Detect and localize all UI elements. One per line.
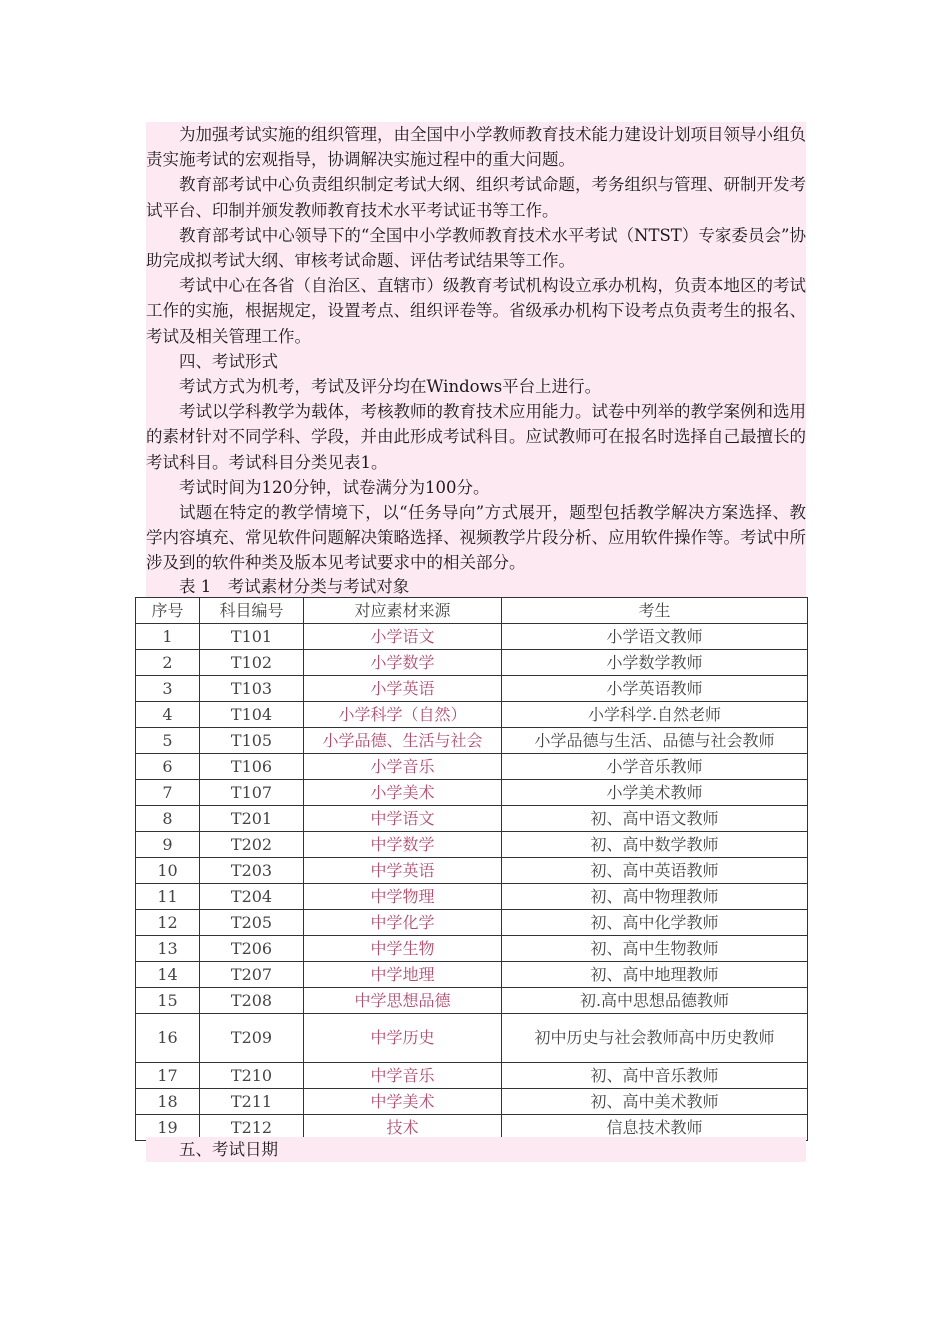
- cell-candidate: 小学美术教师: [502, 780, 808, 806]
- cell-index: 8: [136, 806, 200, 832]
- paragraph-expert-committee: 教育部考试中心领导下的“全国中小学教师教育技术水平考试（NTST）专家委员会”协助完成拟考试大纲、审核考试命题、评估考试结果等工作。: [146, 225, 806, 271]
- cell-index: 13: [136, 936, 200, 962]
- cell-source: 中学美术: [304, 1089, 502, 1115]
- cell-source: 小学音乐: [304, 754, 502, 780]
- table-row: [136, 676, 808, 702]
- paragraph-question-types: 试题在特定的教学情境下，以“任务导向”方式展开，题型包括教学解决方案选择、教学内容填充、常见软件问题解决策略选择、视频教学片段分析、应用软件操作等。考试中所涉及到的软件种类及版本见考试要求中的相关部分。: [146, 503, 806, 573]
- cell-code: T208: [200, 988, 304, 1014]
- cell-code: T203: [200, 858, 304, 884]
- cell-candidate: 初、高中物理教师: [502, 884, 808, 910]
- table-row: [136, 858, 808, 884]
- cell-index: 9: [136, 832, 200, 858]
- paragraph-exam-method: 考试方式为机考，考试及评分均在Windows平台上进行。: [179, 377, 602, 397]
- cell-source: 中学地理: [304, 962, 502, 988]
- cell-candidate: 小学科学.自然老师: [502, 702, 808, 728]
- cell-source: 小学科学（自然）: [304, 702, 502, 728]
- cell-index: 16: [136, 1014, 200, 1063]
- table-row: [136, 650, 808, 676]
- table-row: [136, 780, 808, 806]
- cell-candidate: 初、高中数学教师: [502, 832, 808, 858]
- cell-candidate: 小学语文教师: [502, 624, 808, 650]
- paragraph-organization: 为加强考试实施的组织管理，由全国中小学教师教育技术能力建设计划项目领导小组负责实施考试的宏观指导，协调解决实施过程中的重大问题。: [146, 125, 806, 170]
- header-material-source: 对应素材来源: [304, 598, 502, 624]
- table-row: [136, 910, 808, 936]
- table-row: [136, 832, 808, 858]
- cell-candidate: 初、高中音乐教师: [502, 1063, 808, 1089]
- cell-code: T202: [200, 832, 304, 858]
- cell-source: 中学语文: [304, 806, 502, 832]
- cell-code: T104: [200, 702, 304, 728]
- cell-candidate: 小学英语教师: [502, 676, 808, 702]
- table-row: [136, 806, 808, 832]
- cell-index: 17: [136, 1063, 200, 1089]
- header-candidates: 考生: [502, 598, 808, 624]
- cell-index: 1: [136, 624, 200, 650]
- table-row: [136, 884, 808, 910]
- cell-code: T205: [200, 910, 304, 936]
- cell-candidate: 初.高中思想品德教师: [502, 988, 808, 1014]
- cell-code: T211: [200, 1089, 304, 1115]
- cell-code: T107: [200, 780, 304, 806]
- cell-code: T102: [200, 650, 304, 676]
- table-row: [136, 624, 808, 650]
- paragraph-exam-center: 教育部考试中心负责组织制定考试大纲、组织考试命题，考务组织与管理、研制开发考试平台、印制并颁发教师教育技术水平考试证书等工作。: [146, 175, 806, 220]
- cell-candidate: 初、高中地理教师: [502, 962, 808, 988]
- cell-index: 15: [136, 988, 200, 1014]
- table-row: [136, 754, 808, 780]
- cell-code: T210: [200, 1063, 304, 1089]
- paragraph-provincial: 考试中心在各省（自治区、直辖市）级教育考试机构设立承办机构，负责本地区的考试工作的实施，根据规定，设置考点、组织评卷等。省级承办机构下设考点负责考生的报名、考试及相关管理工作。: [146, 276, 806, 346]
- cell-code: T207: [200, 962, 304, 988]
- cell-index: 12: [136, 910, 200, 936]
- cell-candidate: 小学品德与生活、品德与社会教师: [502, 728, 808, 754]
- subject-table: [135, 597, 808, 1141]
- table-row: [136, 988, 808, 1014]
- table-row: [136, 1014, 808, 1063]
- cell-candidate: 初、高中语文教师: [502, 806, 808, 832]
- cell-code: T204: [200, 884, 304, 910]
- cell-code: T103: [200, 676, 304, 702]
- cell-code: T212: [200, 1115, 304, 1141]
- header-subject-code: 科目编号: [200, 598, 304, 624]
- cell-index: 10: [136, 858, 200, 884]
- cell-index: 2: [136, 650, 200, 676]
- cell-index: 5: [136, 728, 200, 754]
- cell-source: 小学英语: [304, 676, 502, 702]
- cell-code: T101: [200, 624, 304, 650]
- cell-source: 中学生物: [304, 936, 502, 962]
- cell-source: 中学思想品德: [304, 988, 502, 1014]
- cell-index: 3: [136, 676, 200, 702]
- cell-candidate: 小学数学教师: [502, 650, 808, 676]
- table-row: [136, 702, 808, 728]
- cell-code: T105: [200, 728, 304, 754]
- cell-code: T209: [200, 1014, 304, 1063]
- cell-candidate: 信息技术教师: [502, 1115, 808, 1141]
- cell-source: 中学历史: [304, 1014, 502, 1063]
- cell-source: 中学英语: [304, 858, 502, 884]
- cell-source: 小学品德、生活与社会: [304, 728, 502, 754]
- cell-index: 14: [136, 962, 200, 988]
- cell-code: T206: [200, 936, 304, 962]
- cell-source: 小学数学: [304, 650, 502, 676]
- cell-source: 小学美术: [304, 780, 502, 806]
- cell-source: 中学化学: [304, 910, 502, 936]
- cell-candidate: 初、高中英语教师: [502, 858, 808, 884]
- document-body: [146, 122, 806, 597]
- table-row: [136, 962, 808, 988]
- table-row: [136, 728, 808, 754]
- cell-candidate: 小学音乐教师: [502, 754, 808, 780]
- cell-source: 中学音乐: [304, 1063, 502, 1089]
- table-caption: 表 1 考试素材分类与考试对象: [179, 576, 410, 596]
- table-row: [136, 1089, 808, 1115]
- cell-index: 4: [136, 702, 200, 728]
- cell-index: 6: [136, 754, 200, 780]
- table-row: [136, 936, 808, 962]
- cell-candidate: 初、高中生物教师: [502, 936, 808, 962]
- cell-index: 7: [136, 780, 200, 806]
- cell-code: T106: [200, 754, 304, 780]
- header-index: 序号: [136, 598, 200, 624]
- cell-candidate: 初、高中美术教师: [502, 1089, 808, 1115]
- paragraph-exam-time: 考试时间为120分钟，试卷满分为100分。: [179, 477, 490, 497]
- table-row: [136, 1063, 808, 1089]
- table-header-row: [136, 598, 808, 624]
- section-5-heading: 五、考试日期: [146, 1137, 806, 1162]
- cell-code: T201: [200, 806, 304, 832]
- section-4-heading: 四、考试形式: [179, 351, 278, 371]
- cell-source: 技术: [304, 1115, 502, 1141]
- paragraph-exam-subjects: 考试以学科教学为载体，考核教师的教育技术应用能力。试卷中列举的教学案例和选用的素材针对不同学科、学段，并由此形成考试科目。应试教师可在报名时选择自己最擅长的考试科目。考试科目分类见表1。: [146, 402, 806, 472]
- cell-source: 小学语文: [304, 624, 502, 650]
- cell-candidate: 初中历史与社会教师高中历史教师: [502, 1014, 808, 1063]
- cell-candidate: 初、高中化学教师: [502, 910, 808, 936]
- cell-index: 19: [136, 1115, 200, 1141]
- cell-source: 中学数学: [304, 832, 502, 858]
- cell-index: 11: [136, 884, 200, 910]
- cell-source: 中学物理: [304, 884, 502, 910]
- cell-index: 18: [136, 1089, 200, 1115]
